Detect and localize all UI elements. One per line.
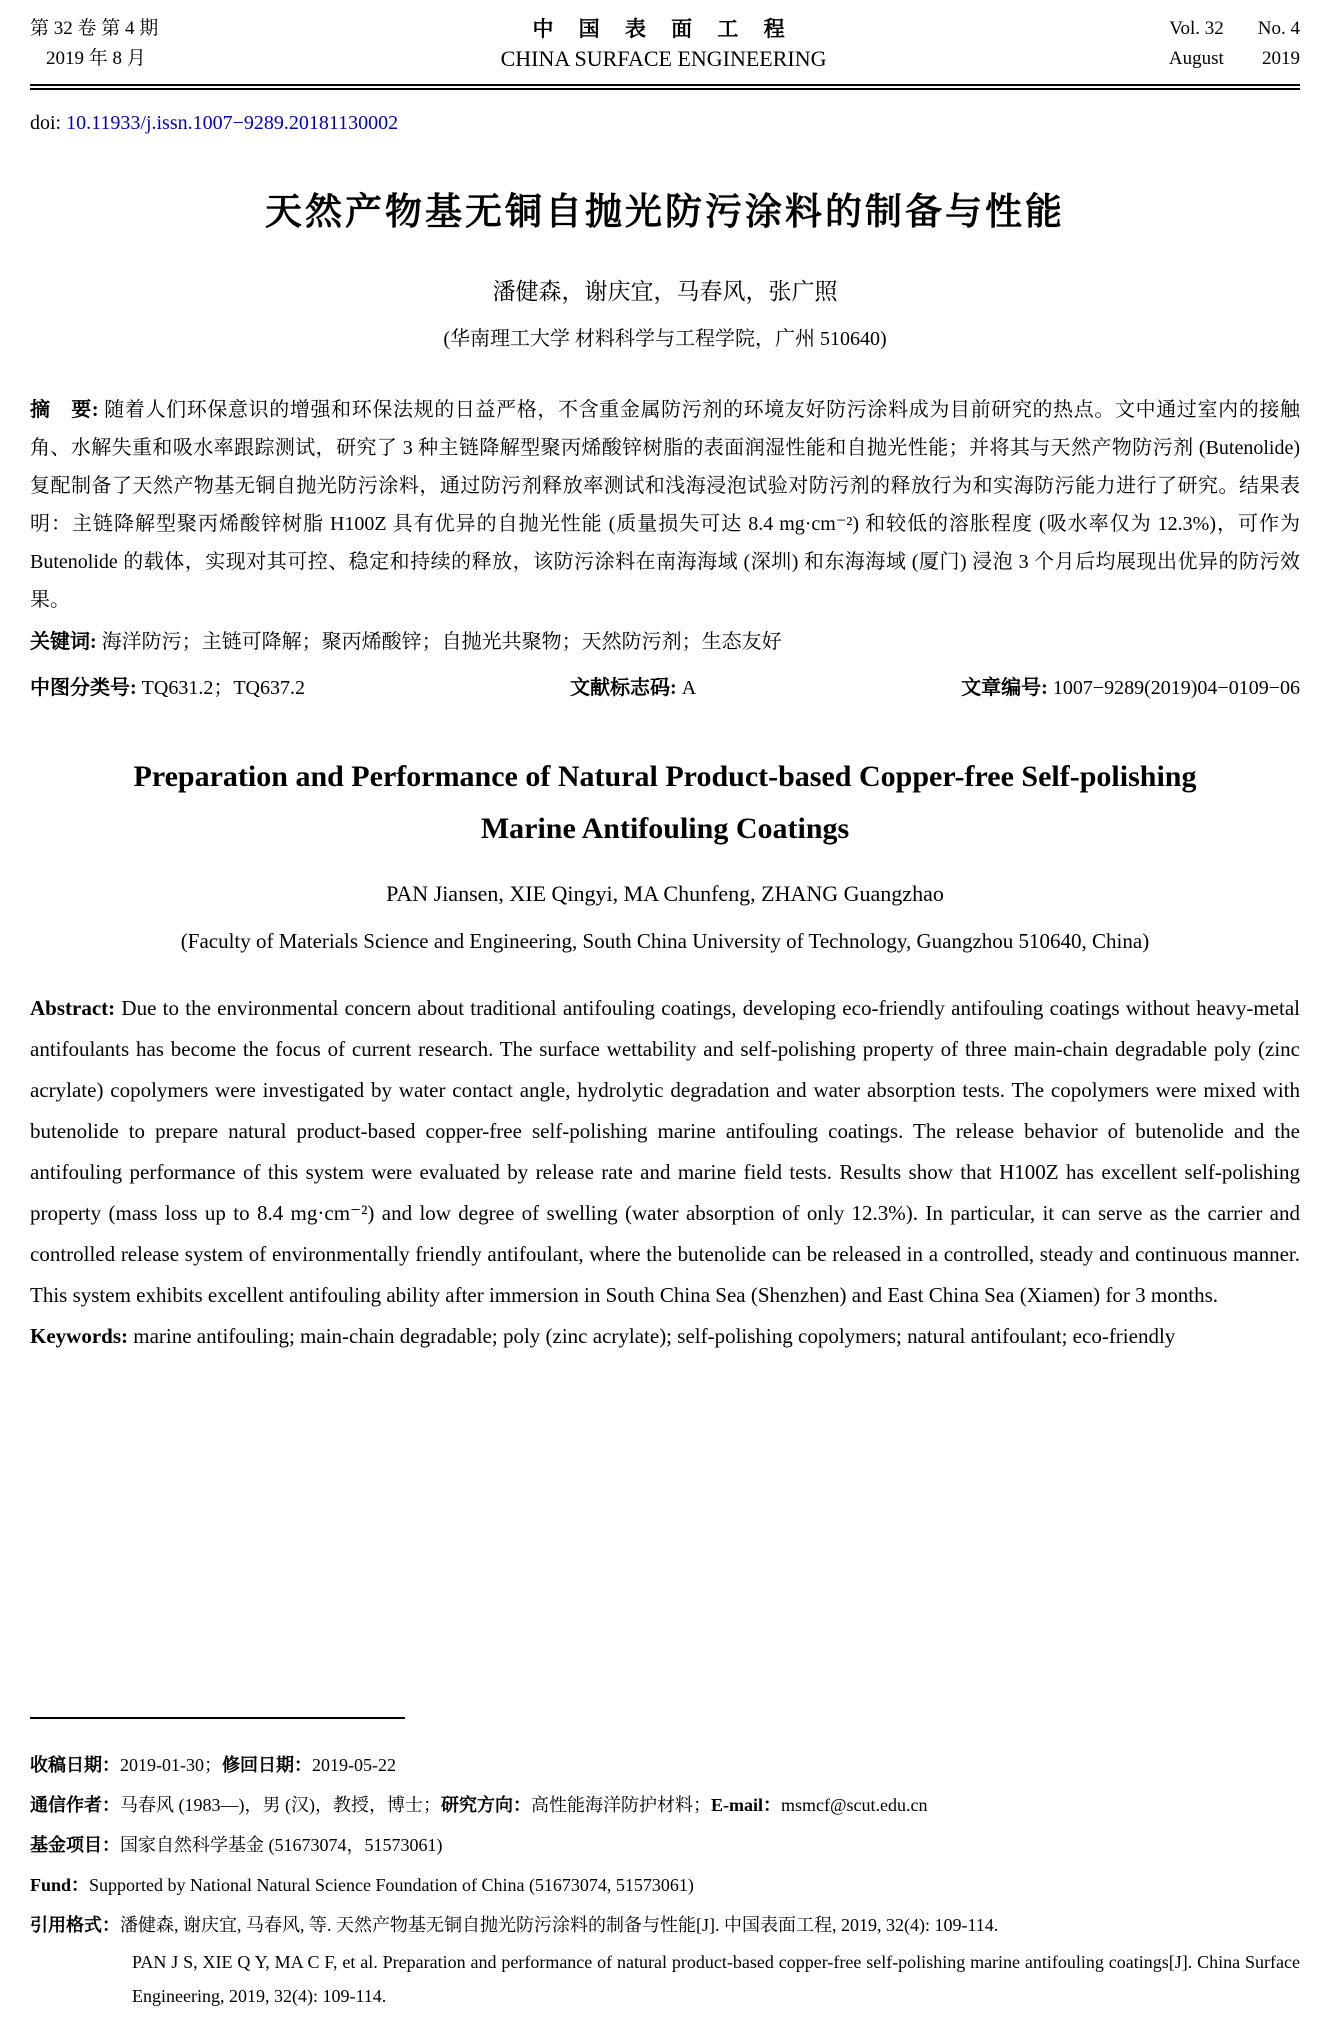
fund-zh-label: 基金项目：: [30, 1835, 120, 1855]
document-code-label: 文献标志码:: [570, 677, 682, 699]
clc-label: 中图分类号:: [30, 677, 142, 699]
article-title-en-line1: Preparation and Performance of Natural Product-based Copper-free Self-polishing: [133, 760, 1197, 793]
authors-zh: 潘健森，谢庆宜，马春风，张广照: [492, 279, 838, 304]
doi-link[interactable]: 10.11933/j.issn.1007−9289.20181130002: [66, 112, 399, 134]
research-direction-value: 高性能海洋防护材料；: [530, 1795, 711, 1815]
journal-name-zh: 中 国 表 面 工 程: [532, 17, 795, 41]
article-id-value: 1007−9289(2019)04−0109−06: [1052, 677, 1300, 699]
citation-en-line: PAN J S, XIE Q Y, MA C F, et al. Preparation and performance of natural product-based copper-free self-polishing marine antifouling coatings[J]. China Surface Engineering, 2019, 32(4): 109-114.: [132, 1952, 1300, 2006]
document-code-value: A: [681, 677, 697, 699]
corresponding-author-line: [30, 1785, 1300, 1825]
revised-label: 修回日期：: [222, 1755, 312, 1775]
research-direction-label: 研究方向：: [440, 1795, 531, 1815]
number-en: No. 4: [1257, 18, 1300, 39]
clc-value: TQ631.2；TQ637.2: [141, 677, 305, 699]
abstract-en-text: Due to the environmental concern about traditional antifouling coatings, developing eco-friendly antifouling coatings without heavy-metal antifoulants has become the focus of current research. The surface wettability and self-polishing property of three main-chain degradable poly (zinc acrylate) copolymers were investigated by water contact angle, hydrolytic degradation and water absorption tests. The copolymers were mixed with butenolide to prepare natural product-based copper-free self-polishing marine antifouling coatings. The release behavior of butenolide and the antifouling performance of this system were evaluated by release rate and marine field tests. Results show that H100Z has excellent self-polishing property (mass loss up to 8.4 mg·cm⁻²) and low degree of swelling (water absorption of only 12.3%). In particular, it can serve as the carrier and controlled release system of environmentally friendly antifoulant, where the butenolide can be released in a controlled, steady and continuous manner. This system exhibits excellent antifouling ability after immersion in South China Sea (Shenzhen) and East China Sea (Xiamen) for 3 months.: [30, 996, 1301, 1307]
header-divider: [30, 84, 1300, 90]
abstract-en-label: Abstract:: [30, 996, 116, 1020]
footnote-block: [30, 1717, 1300, 2023]
abstract-zh-text: 随着人们环保意识的增强和环保法规的日益严格，不含重金属防污剂的环境友好防污涂料成为目前研究的热点。文中通过室内的接触角、水解失重和吸水率跟踪测试，研究了 3 种主链降解型聚丙烯酸锌树脂的表面润湿性能和自抛光性能；并将其与天然产物防污剂 (Butenolide) 复配制备了天然产物基无铜自抛光防污涂料，通过防污剂释放率测试和浅海浸泡试验对防污剂的释放行为和实海防污能力进行了研究。结果表明：主链降解型聚丙烯酸锌树脂 H100Z 具有优异的自抛光性能 (质量损失可达 8.4 mg·cm⁻²) 和较低的溶胀程度 (吸水率仅为 12.3%)，可作为 Butenolide 的载体，实现对其可控、稳定和持续的释放，该防污涂料在南海海域 (深圳) 和东海海域 (厦门) 浸泡 3 个月后均展现出优异的防污效果。: [30, 399, 1301, 611]
received-label: 收稿日期：: [30, 1755, 120, 1775]
affiliation-zh: (华南理工大学 材料科学与工程学院，广州 510640): [443, 328, 887, 350]
abstract-en: [30, 988, 1300, 1316]
keywords-en-text: marine antifouling; main-chain degradable; poly (zinc acrylate); self-polishing copolymers; natural antifoulant; eco-friendly: [133, 1324, 1176, 1348]
fund-zh-line: [30, 1825, 1300, 1865]
received-dates-line: [30, 1745, 1300, 1785]
keywords-zh-label: 关键词:: [30, 631, 102, 653]
article-id: [961, 669, 1300, 707]
fund-en-label: Fund：: [30, 1875, 90, 1895]
keywords-zh: [30, 623, 1300, 661]
year-en: 2019: [1262, 48, 1300, 69]
email-label: E-mail：: [710, 1795, 781, 1815]
received-value: 2019-01-30；: [120, 1755, 222, 1775]
clc-number: [30, 669, 305, 707]
journal-masthead: [30, 14, 1300, 74]
article-title-en-line2: Marine Antifouling Coatings: [480, 812, 850, 845]
corresponding-value: 马春风 (1983—)，男 (汉)，教授，博士；: [120, 1795, 441, 1815]
revised-value: 2019-05-22: [312, 1755, 396, 1775]
volume-en: Vol. 32: [1169, 18, 1224, 39]
affiliation-en: (Faculty of Materials Science and Engineering, South China University of Technology, Guangzhou 510640, China): [180, 929, 1150, 953]
citation-label: 引用格式：: [30, 1915, 120, 1935]
fund-en-value: Supported by National Natural Science Foundation of China (51673074, 51573061): [89, 1875, 694, 1895]
volume-month-en: [1169, 14, 1224, 74]
journal-name-en: CHINA SURFACE ENGINEERING: [500, 46, 827, 71]
citation-zh-value: 潘健森, 谢庆宜, 马春风, 等. 天然产物基无铜自抛光防污涂料的制备与性能[J]. 中国表面工程, 2019, 32(4): 109-114.: [120, 1915, 999, 1935]
abstract-zh: [30, 391, 1300, 619]
issue-info: [30, 14, 158, 74]
issue-info-en: [1169, 14, 1300, 74]
authors-en: PAN Jiansen, XIE Qingyi, MA Chunfeng, ZHANG Guangzhao: [386, 881, 944, 906]
classification-row: [30, 669, 1300, 707]
month-en: August: [1168, 48, 1224, 69]
article-id-label: 文章编号:: [961, 677, 1053, 699]
abstract-zh-label: 摘 要:: [30, 399, 105, 421]
doi-label: doi:: [30, 112, 67, 134]
corresponding-label: 通信作者：: [30, 1795, 120, 1815]
article-title-en: [30, 751, 1300, 855]
citation-zh-line: [30, 1905, 1300, 1945]
footnote-divider: [30, 1717, 405, 1719]
journal-name: [501, 14, 827, 74]
number-year-en: [1258, 14, 1300, 74]
article-title-zh: 天然产物基无铜自抛光防污涂料的制备与性能: [265, 192, 1065, 233]
fund-zh-value: 国家自然科学基金 (51673074，51573061): [120, 1835, 443, 1855]
email-value: msmcf@scut.edu.cn: [780, 1795, 928, 1815]
fund-en-line: [30, 1865, 1300, 1905]
doi-line: [30, 112, 1300, 135]
date-zh: 2019 年 8 月: [46, 48, 146, 69]
document-code: [570, 669, 696, 707]
volume-issue-zh: 第 32 卷 第 4 期: [30, 18, 159, 39]
keywords-zh-text: 海洋防污；主链可降解；聚丙烯酸锌；自抛光共聚物；天然防污剂；生态友好: [101, 631, 782, 653]
keywords-en-label: Keywords:: [30, 1324, 128, 1348]
keywords-en: [30, 1316, 1300, 1357]
